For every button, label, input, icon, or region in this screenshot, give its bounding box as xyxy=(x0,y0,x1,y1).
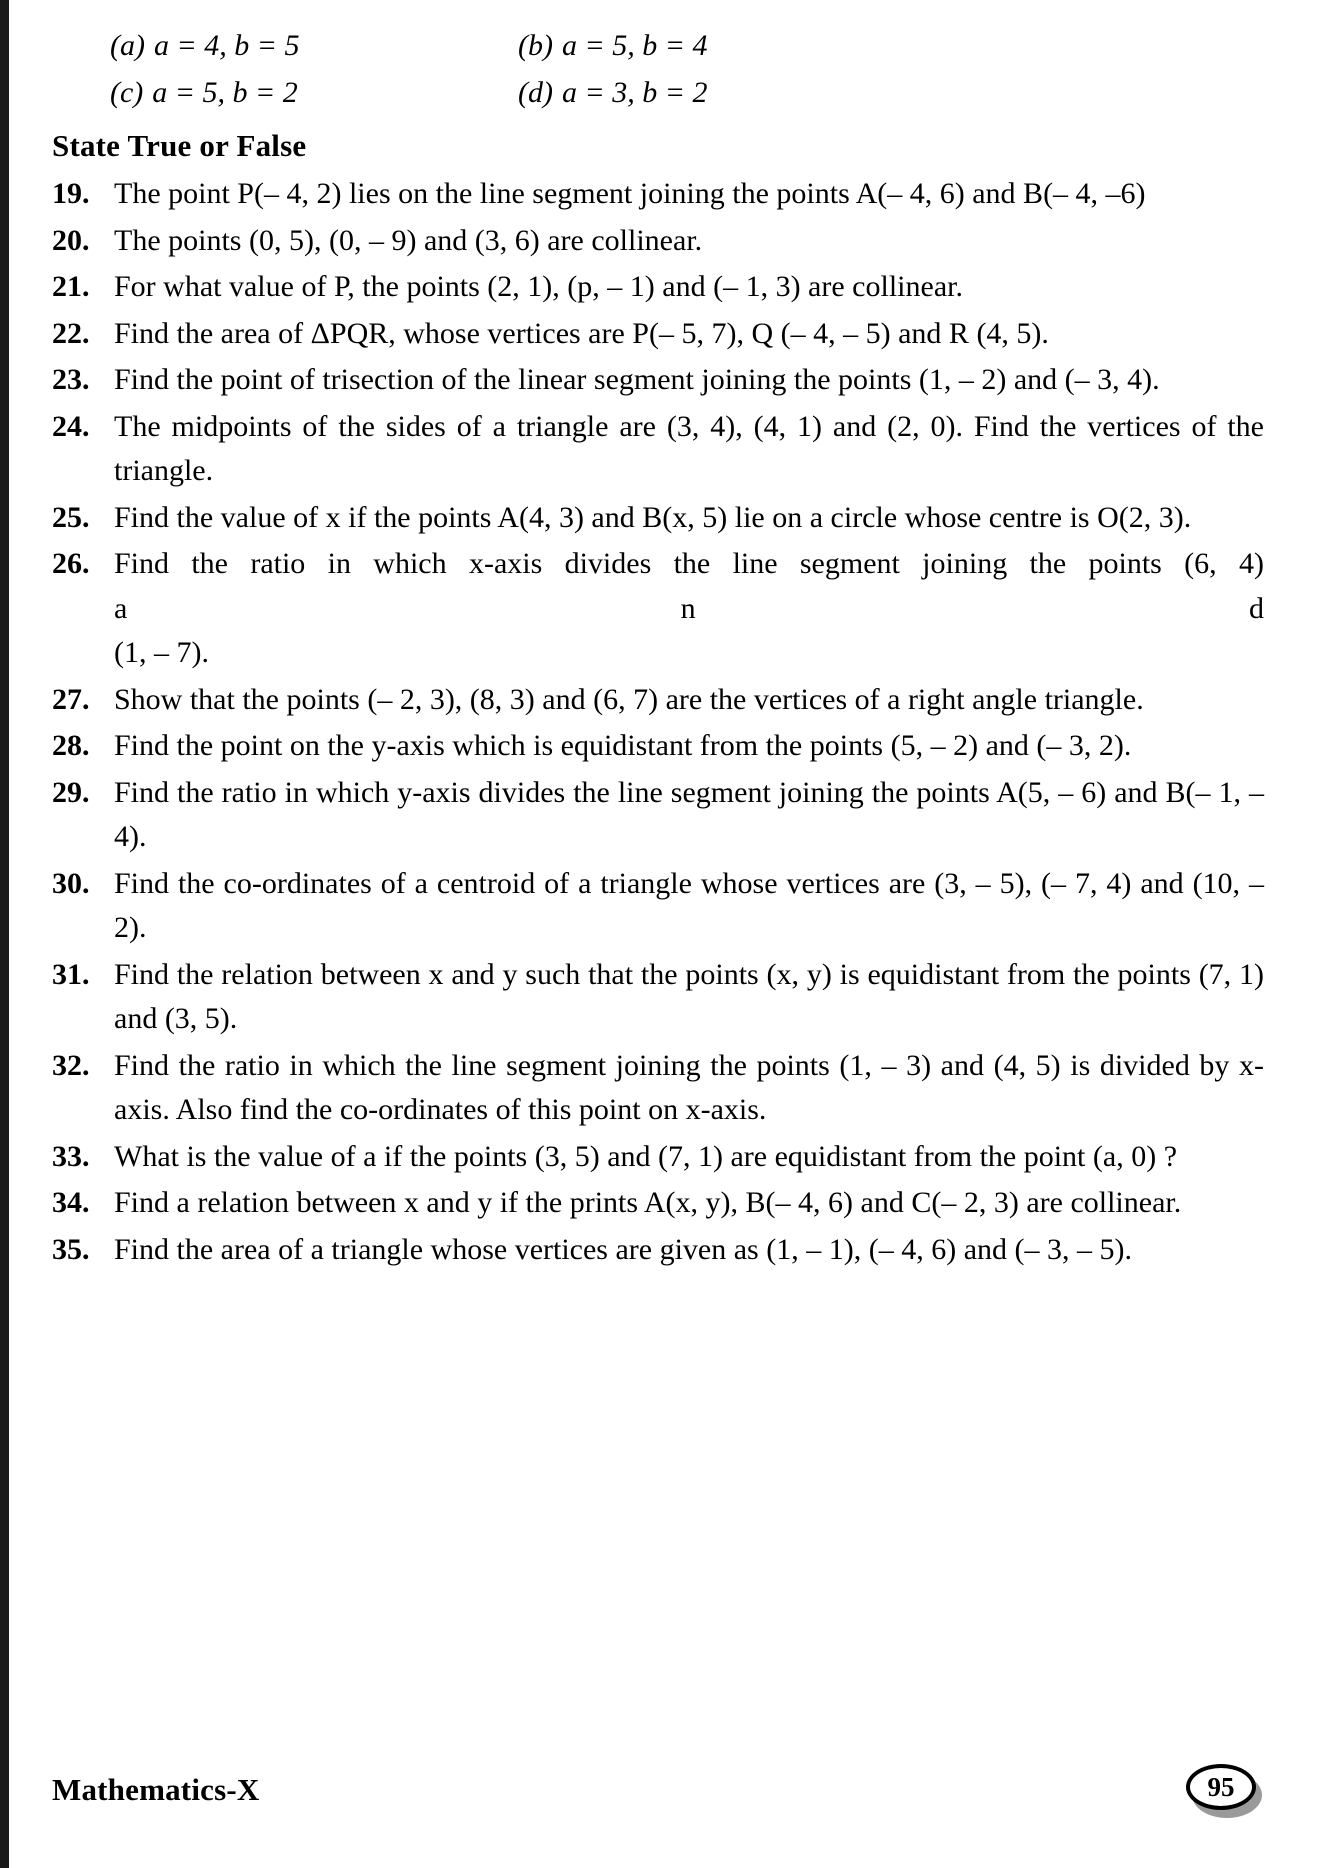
page-number-badge-oval xyxy=(1186,1764,1256,1810)
question-number: 32. xyxy=(52,1048,90,1082)
question-item-31 xyxy=(52,953,1264,1042)
question-number: 25. xyxy=(52,500,90,534)
question-text xyxy=(114,542,1264,676)
question-number: 31. xyxy=(52,957,90,991)
question-text: What is the value of a if the points (3, 5) and (7, 1) are equidistant from the point (a, 0) ? xyxy=(114,1139,1178,1173)
question-item-27 xyxy=(52,678,1264,723)
mcq-option-b-text: a = 5, b = 4 xyxy=(561,29,708,62)
question-text: Find the point on the y-axis which is equidistant from the points (5, – 2) and (– 3, 2). xyxy=(114,729,1132,762)
question-item-34 xyxy=(52,1181,1264,1226)
question-list xyxy=(52,172,1264,1272)
question-text: Find the ratio in which y-axis divides the line segment joining the points A(5, – 6) and B(– 1, – 4). xyxy=(114,775,1264,853)
page-content xyxy=(52,22,1264,1274)
mcq-option-c[interactable] xyxy=(52,69,462,116)
question-text: Find the point of trisection of the linear segment joining the points (1, – 2) and (– 3, 4). xyxy=(114,363,1160,396)
mcq-option-a[interactable] xyxy=(52,22,462,69)
question-number: 22. xyxy=(52,316,90,350)
question-item-24 xyxy=(52,405,1264,494)
question-line-3: (1, – 7). xyxy=(114,636,209,669)
question-text: For what value of P, the points (2, 1), (p, – 1) and (– 1, 3) are collinear. xyxy=(114,270,963,303)
mcq-option-d-text: a = 3, b = 2 xyxy=(561,76,708,109)
question-text: Find the ratio in which the line segment joining the points (1, – 3) and (4, 5) is divided by x-axis. Also find the co-ordinates of this point on x-axis. xyxy=(114,1048,1264,1126)
question-item-30 xyxy=(52,862,1264,951)
question-line-2-spread: a n d xyxy=(114,591,1264,625)
question-line-1: Find the ratio in which x-axis divides the line segment joining the points (6, 4) xyxy=(114,547,1264,580)
question-item-35 xyxy=(52,1228,1264,1273)
question-item-29 xyxy=(52,771,1264,860)
page-gutter-edge xyxy=(0,0,9,1868)
question-text: Find the value of x if the points A(4, 3) and B(x, 5) lie on a circle whose centre is O(2, 3). xyxy=(114,500,1192,534)
question-number: 21. xyxy=(52,270,90,303)
mcq-row xyxy=(52,69,1264,116)
question-item-23 xyxy=(52,358,1264,403)
question-number: 29. xyxy=(52,775,90,809)
question-number: 35. xyxy=(52,1232,90,1266)
page-number-badge xyxy=(1186,1764,1264,1816)
question-text: Find the relation between x and y such that the points (x, y) is equidistant from the points (7, 1) and (3, 5). xyxy=(114,957,1264,1035)
question-text: Show that the points (– 2, 3), (8, 3) and (6, 7) are the vertices of a right angle triangle. xyxy=(114,682,1144,716)
section-heading: State True or False xyxy=(52,128,307,163)
page-number: 95 xyxy=(1207,1771,1235,1802)
question-item-20 xyxy=(52,219,1264,264)
question-text: The point P(– 4, 2) lies on the line segment joining the points A(– 4, 6) and B(– 4, –6) xyxy=(114,177,1146,210)
page-footer xyxy=(52,1764,1264,1816)
question-number: 30. xyxy=(52,866,90,900)
question-number: 33. xyxy=(52,1139,90,1173)
mcq-option-b[interactable] xyxy=(462,22,707,69)
question-item-19 xyxy=(52,172,1264,217)
question-text: The points (0, 5), (0, – 9) and (3, 6) are collinear. xyxy=(114,223,703,257)
question-text: Find a relation between x and y if the prints A(x, y), B(– 4, 6) and C(– 2, 3) are collinear. xyxy=(114,1186,1182,1219)
question-item-22 xyxy=(52,312,1264,357)
question-number: 27. xyxy=(52,682,90,716)
question-text: Find the area of ΔPQR, whose vertices are P(– 5, 7), Q (– 4, – 5) and R (4, 5). xyxy=(114,316,1049,350)
mcq-option-c-text: a = 5, b = 2 xyxy=(152,76,298,109)
question-text: The midpoints of the sides of a triangle are (3, 4), (4, 1) and (2, 0). Find the vertices of the triangle. xyxy=(114,409,1264,487)
question-item-28 xyxy=(52,724,1264,769)
mcq-option-a-text: a = 4, b = 5 xyxy=(153,29,300,62)
footer-book-title: Mathematics-X xyxy=(52,1772,260,1807)
mcq-option-b-tag: (b) xyxy=(518,29,553,62)
question-number: 19. xyxy=(52,177,90,210)
question-number: 23. xyxy=(52,363,90,396)
question-item-25 xyxy=(52,496,1264,541)
question-item-26 xyxy=(52,542,1264,676)
question-text: Find the area of a triangle whose vertices are given as (1, – 1), (– 4, 6) and (– 3, – 5). xyxy=(114,1232,1132,1266)
mcq-option-d[interactable] xyxy=(462,69,707,116)
mcq-option-a-tag: (a) xyxy=(110,29,145,62)
question-item-33 xyxy=(52,1135,1264,1180)
question-text: Find the co-ordinates of a centroid of a triangle whose vertices are (3, – 5), (– 7, 4) and (10, – 2). xyxy=(114,866,1264,944)
mcq-row xyxy=(52,22,1264,69)
question-item-21 xyxy=(52,265,1264,310)
mcq-option-c-tag: (c) xyxy=(110,76,144,109)
question-number: 26. xyxy=(52,547,90,580)
question-number: 20. xyxy=(52,223,90,257)
mcq-options-block xyxy=(52,22,1264,116)
question-number: 28. xyxy=(52,729,90,762)
question-number: 24. xyxy=(52,409,90,443)
mcq-option-d-tag: (d) xyxy=(518,76,553,109)
question-item-32 xyxy=(52,1044,1264,1133)
question-number: 34. xyxy=(52,1186,90,1219)
